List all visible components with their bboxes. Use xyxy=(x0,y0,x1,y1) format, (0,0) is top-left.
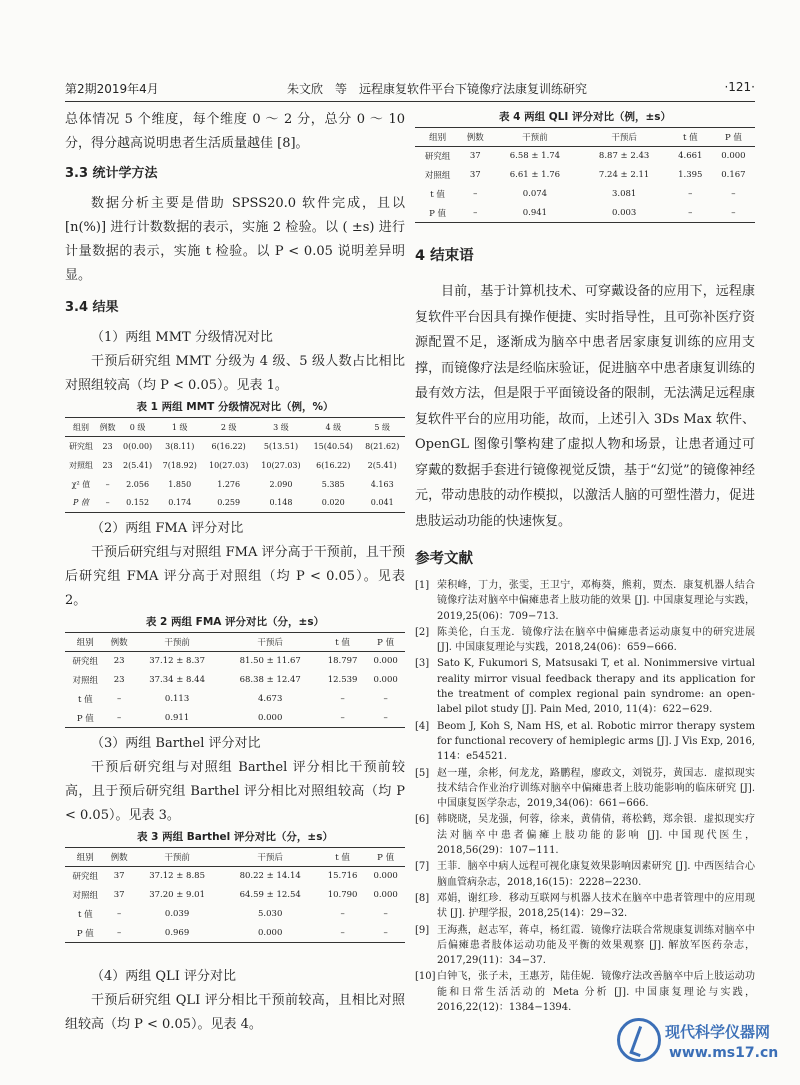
reference-number: [1] xyxy=(415,580,430,591)
table-header-cell: 组别 xyxy=(415,128,460,147)
reference-item xyxy=(415,766,755,812)
table-cell: χ² 值 xyxy=(71,479,91,489)
table-header-cell: 3 级 xyxy=(255,418,307,437)
reference-number: [5] xyxy=(415,767,430,779)
subheading-mmt: （1）两组 MMT 分级情况对比 xyxy=(91,330,273,345)
reference-item xyxy=(415,625,755,656)
conclusion-paragraph: 目前，基于计算机技术、可穿戴设备的应用下，远程康复软件平台因具有操作便捷、实时指导性，且可弥补医疗资源配置不足，逐渐成为脑卒中患者居家康复训练的应用支撑，而镜像疗法是经临床验证，促进脑卒中患者康复训练的最有效方法，但是限于平面镜设备的限制，无法满足远程康复软件平台的应用功能，故而，上述引入 3Ds Max 软件、OpenGL 图像引擎构建了虚拟人物和场景，让患者通过可穿戴的数据手套进行镜像视觉反馈，基于“幻觉”的镜像神经元，带动患肢的动作模拟，以激活人脑的可塑性潜力，促进患肢运动功能的快速恢复。 xyxy=(415,284,755,529)
table-cell: 0.911 xyxy=(133,709,222,728)
table-cell: 5.030 xyxy=(258,909,283,919)
table-cell: 10(27.03) xyxy=(261,460,301,470)
table-header-cell: 干预后 xyxy=(580,128,669,147)
reference-text: 韩晓晓，吴龙强，何蓉，徐来，黄倩倩，蒋松鹤，郑余银．虚拟现实疗法对脑卒中患者偏瘫上肢功能的影响 [J]. 中国现代医生，2018,56(29)：107−111. xyxy=(437,814,755,857)
table-header-cell: t 值 xyxy=(669,128,712,147)
table-cell: 2(5.41) xyxy=(367,460,397,470)
reference-item xyxy=(415,891,755,922)
table-cell: P 值 xyxy=(65,494,97,513)
table-header-cell: 0 级 xyxy=(118,418,157,437)
running-header xyxy=(65,80,755,100)
table-cell: – xyxy=(340,909,345,919)
intro-paragraph: 总体情况 5 个维度，每个维度 0 ～ 2 分，总分 0 ～ 10 分，得分越高说明患者生活质量越佳 [8]。 xyxy=(65,112,405,151)
table-cell: 0.167 xyxy=(721,170,746,180)
reference-number: [3] xyxy=(415,658,430,670)
table-cell: 6.61 ± 1.76 xyxy=(509,170,561,180)
table-cell: 37 xyxy=(113,871,125,882)
table-cell: – xyxy=(383,909,388,919)
table-header-cell: 例数 xyxy=(460,128,490,147)
table-cell: – xyxy=(106,924,133,943)
table-header-cell: 组别 xyxy=(65,633,106,652)
reference-item xyxy=(415,656,755,717)
reference-text: Beom J, Koh S, Nam HS, et al. Robotic mirror therapy system for functional recovery of hemiplegic arms [J]. J Vis Exp, 2016, 114：e54521. xyxy=(437,720,755,763)
table-cell: – xyxy=(669,204,712,223)
reference-text: 白钟飞，张子未，王惠芳，陆佳妮．镜像疗法改善脑卒中后上肢运动功能和日常生活活动的 Meta 分析 [J]. 中国康复理论与实践，2016,22(12)：1384−1394. xyxy=(437,971,755,1014)
table-cell: 对照组 xyxy=(72,891,99,901)
table-cell: 对照组 xyxy=(72,676,99,686)
table-cell: 4.673 xyxy=(258,694,283,704)
table-cell: 0.000 xyxy=(373,890,398,900)
reference-item xyxy=(415,812,755,858)
table-cell: – xyxy=(117,909,122,919)
table-row xyxy=(415,147,755,166)
table-cell: 4.661 xyxy=(678,151,703,162)
table-cell: 10.790 xyxy=(327,890,358,900)
table-row xyxy=(415,166,755,185)
table-cell: 37 xyxy=(469,170,481,180)
stats-method-paragraph: 数据分析主要是借助 SPSS20.0 软件完成，且以 [n(%)] 进行计数数据的表示，实施 2 检验。以 ( ±s) 进行计量数据的表示，实施 t 检验。以 P < 0.05 说明差异明显。 xyxy=(65,196,405,283)
table-header-cell: P 值 xyxy=(366,633,405,652)
table-cell: 3.081 xyxy=(611,189,637,199)
table-cell: – xyxy=(117,694,122,704)
reference-text: 陈美伦，白玉龙．镜像疗法在脑卒中偏瘫患者运动康复中的研究进展 [J]. 中国康复理论与实践，2018,24(06)：659−666. xyxy=(437,626,755,654)
table-cell: P 值 xyxy=(415,204,460,223)
table-cell: 2.056 xyxy=(126,479,150,489)
table-header-cell: t 值 xyxy=(319,848,366,867)
table-cell: t 值 xyxy=(77,695,93,705)
table-cell: 1.276 xyxy=(217,479,241,489)
table-header-cell: P 值 xyxy=(366,848,405,867)
table-2-header-row xyxy=(65,633,405,652)
references-heading: 参考文献 xyxy=(415,551,473,567)
table-1 xyxy=(65,417,405,513)
table-cell: 68.38 ± 12.47 xyxy=(239,675,301,685)
table-4-caption: 表 4 两组 QLI 评分对比（例，±s） xyxy=(499,111,671,123)
table-cell: – xyxy=(319,924,366,943)
table-cell: 5.385 xyxy=(321,479,345,489)
table-cell: 0.000 xyxy=(221,924,318,943)
section-4-heading: 4 结束语 xyxy=(415,248,474,264)
table-row xyxy=(65,905,405,924)
table-cell: 0.003 xyxy=(580,204,669,223)
table-cell: 23 xyxy=(113,675,125,685)
table-3-header-row xyxy=(65,848,405,867)
table-cell: 6(16.22) xyxy=(211,441,246,451)
table-cell: 6(16.22) xyxy=(316,460,351,470)
table-cell: 0.000 xyxy=(373,656,398,667)
table-header-cell: 1 级 xyxy=(157,418,203,437)
table-cell: – xyxy=(105,479,110,489)
magnifier-logo-icon xyxy=(617,1018,661,1062)
table-cell: 0.000 xyxy=(373,871,398,882)
table-cell: 80.22 ± 14.14 xyxy=(239,871,301,882)
table-cell: 5(13.51) xyxy=(263,441,299,451)
table-cell: 0.000 xyxy=(721,151,746,162)
header-rule xyxy=(65,101,755,102)
table-cell: 研究组 xyxy=(424,152,451,163)
table-header-cell: 例数 xyxy=(106,848,133,867)
table-row xyxy=(65,437,405,456)
reference-number: [6] xyxy=(415,814,430,826)
table-row xyxy=(65,494,405,513)
table-header-cell: 5 级 xyxy=(359,418,405,437)
table-cell: 研究组 xyxy=(72,657,99,668)
running-title: 朱文欣 等 远程康复软件平台下镜像疗法康复训练研究 xyxy=(287,82,588,96)
reference-number: [4] xyxy=(415,720,430,732)
table-cell: – xyxy=(688,189,693,199)
table-cell: 0.152 xyxy=(118,494,157,513)
table-row xyxy=(65,475,405,494)
page-number: ·121· xyxy=(724,80,755,94)
table-header-cell: 干预前 xyxy=(490,128,579,147)
table-cell: 12.539 xyxy=(327,675,358,685)
table-cell: 6.58 ± 1.74 xyxy=(509,151,561,162)
table-header-cell: P 值 xyxy=(712,128,755,147)
table-header-cell: 组别 xyxy=(65,418,97,437)
table-header-cell: 例数 xyxy=(106,633,133,652)
table-cell: – xyxy=(106,709,133,728)
table-header-cell: 4 级 xyxy=(307,418,359,437)
table-cell: 对照组 xyxy=(424,171,451,181)
subheading-barthel: （3）两组 Barthel 评分对比 xyxy=(91,736,261,751)
watermark-site-url: www.ms17.cn xyxy=(669,1045,779,1061)
table-cell: 23 xyxy=(113,656,125,667)
table-cell: – xyxy=(383,694,388,704)
table-cell: – xyxy=(731,189,736,199)
table-cell: 8(21.62) xyxy=(365,441,400,451)
table-cell: t 值 xyxy=(77,910,93,920)
table-cell: 37.34 ± 8.44 xyxy=(149,675,205,685)
mmt-paragraph: 干预后研究组 MMT 分级为 4 级、5 级人数占比相比对照组较高（均 P < 0.05）。见表 1。 xyxy=(65,354,405,393)
table-1-header-row xyxy=(65,418,405,437)
table-cell: 15.716 xyxy=(327,871,358,882)
table-cell: 0.113 xyxy=(164,694,190,704)
table-row xyxy=(415,204,755,223)
table-cell: – xyxy=(366,924,405,943)
table-cell: 0.039 xyxy=(164,909,190,919)
fma-paragraph: 干预后研究组与对照组 FMA 评分高于干预前，且干预后研究组 FMA 评分高于对照组（均 P < 0.05）。见表 2。 xyxy=(65,545,405,608)
site-watermark xyxy=(617,1015,792,1077)
table-cell: 0.000 xyxy=(221,709,318,728)
section-3-4-heading: 3.4 结果 xyxy=(65,300,119,315)
table-row xyxy=(65,652,405,671)
table-cell: – xyxy=(319,709,366,728)
reference-item xyxy=(415,719,755,765)
table-2-caption: 表 2 两组 FMA 评分对比（分，±s） xyxy=(145,616,325,628)
table-row xyxy=(65,709,405,728)
table-cell: 81.50 ± 11.67 xyxy=(239,656,301,667)
table-cell: – xyxy=(473,189,478,199)
table-cell: 10(27.03) xyxy=(209,460,249,470)
table-header-cell: 干预前 xyxy=(133,848,222,867)
table-1-caption: 表 1 两组 MMT 分级情况对比（例，%） xyxy=(136,401,334,413)
table-cell: 7(18.92) xyxy=(162,460,197,470)
reference-list xyxy=(415,578,755,1015)
table-header-cell: 2 级 xyxy=(203,418,255,437)
reference-text: 王菲．脑卒中病人远程可视化康复效果影响因素研究 [J]. 中西医结合心脑血管病杂志，2018,16(15)：2228−2230. xyxy=(437,861,755,888)
barthel-paragraph: 干预后研究组与对照组 Barthel 评分相比干预前较高，且于预后研究组 Barthel 评分相比对照组较高（均 P < 0.05）。见表 3。 xyxy=(65,760,405,823)
left-column xyxy=(65,108,405,1037)
qli-paragraph: 干预后研究组 QLI 评分相比干预前较高，且相比对照组较高（均 P < 0.05）。见表 4。 xyxy=(65,993,405,1032)
table-cell: 8.87 ± 2.43 xyxy=(598,151,650,162)
reference-text: 王海燕，赵志军，蒋卓，杨红霞．镜像疗法联合常规康复训练对脑卒中后偏瘫患者肢体运动功能及平衡的效果观察 [J]. 解放军医药杂志，2017,29(11)：34−37. xyxy=(437,924,755,967)
reference-number: [8] xyxy=(415,892,430,904)
reference-number: [10] xyxy=(415,971,436,983)
table-cell: 0.259 xyxy=(203,494,255,513)
table-cell: – xyxy=(460,204,490,223)
table-4-header-row xyxy=(415,128,755,147)
table-header-cell: 干预后 xyxy=(221,633,318,652)
reference-number: [7] xyxy=(415,861,430,873)
reference-item xyxy=(415,923,755,969)
table-cell: P 值 xyxy=(65,924,106,943)
table-3 xyxy=(65,847,405,943)
table-cell: 37 xyxy=(113,890,125,900)
reference-item xyxy=(415,578,755,624)
table-cell: 2(5.41) xyxy=(123,460,153,470)
table-row xyxy=(65,456,405,475)
table-cell: – xyxy=(366,709,405,728)
table-cell: – xyxy=(712,204,755,223)
table-header-cell: 干预后 xyxy=(221,848,318,867)
reference-text: 赵一瑾，余彬，何龙龙，路鹏程，廖政文，刘锐芬，黄国志．虚拟现实技术结合作业治疗训练对脑卒中偏瘫患者上肢功能影响的临床研究 [J]. 中国康复医学杂志，2019,34(06)：661−666. xyxy=(437,767,755,810)
table-row xyxy=(65,886,405,905)
table-cell: 64.59 ± 12.54 xyxy=(239,890,301,900)
table-cell: 0.148 xyxy=(255,494,307,513)
table-cell: 2.090 xyxy=(269,479,293,489)
table-cell: 23 xyxy=(102,460,113,470)
table-3-caption: 表 3 两组 Barthel 评分对比（分，±s） xyxy=(137,831,333,843)
table-cell: 0.174 xyxy=(157,494,203,513)
table-cell: 4.163 xyxy=(370,479,394,489)
table-4 xyxy=(415,127,755,223)
table-header-cell: 干预前 xyxy=(133,633,222,652)
table-2 xyxy=(65,632,405,728)
table-cell: 研究组 xyxy=(72,872,99,883)
table-header-cell: 例数 xyxy=(97,418,118,437)
watermark-site-name: 现代科学仪器网 xyxy=(665,1023,771,1041)
table-cell: 对照组 xyxy=(68,460,93,470)
table-cell: 37.12 ± 8.37 xyxy=(149,656,205,667)
table-cell: 1.395 xyxy=(678,170,703,180)
subheading-qli: （4）两组 QLI 评分对比 xyxy=(91,969,236,984)
subheading-fma: （2）两组 FMA 评分对比 xyxy=(91,521,244,536)
table-cell: – xyxy=(340,694,345,704)
table-row xyxy=(65,671,405,690)
table-cell: 7.24 ± 2.11 xyxy=(598,170,650,180)
table-header-cell: 组别 xyxy=(65,848,106,867)
table-cell: 0.041 xyxy=(359,494,405,513)
table-cell: – xyxy=(97,494,118,513)
table-row xyxy=(65,690,405,709)
table-cell: 18.797 xyxy=(327,656,358,667)
table-cell: 1.850 xyxy=(168,479,192,489)
table-cell: 37.20 ± 9.01 xyxy=(149,890,205,900)
table-cell: 0.074 xyxy=(522,189,548,199)
table-cell: 15(40.54) xyxy=(313,441,353,451)
reference-item xyxy=(415,859,755,890)
table-cell: 0.941 xyxy=(490,204,579,223)
table-row xyxy=(415,185,755,204)
table-cell: 0.020 xyxy=(307,494,359,513)
table-cell: P 值 xyxy=(65,709,106,728)
table-cell: 0.000 xyxy=(373,675,398,685)
reference-text: Sato K, Fukumori S, Matsusaki T, et al. Nonimmersive virtual reality mirror visual feedback therapy and its application for the treatment of complex regional pain syndrome: an open-label pilot study [J]. Pain Med, 2010, 11(4)：622−629. xyxy=(437,658,755,716)
table-cell: 0(0.00) xyxy=(123,441,153,451)
table-cell: 37 xyxy=(469,151,481,162)
reference-number: [9] xyxy=(415,924,430,936)
issue-date: 第2期2019年4月 xyxy=(65,82,159,96)
table-row xyxy=(65,867,405,886)
reference-number: [2] xyxy=(415,626,430,638)
table-row xyxy=(65,924,405,943)
table-cell: 研究组 xyxy=(68,441,93,451)
right-column xyxy=(415,108,755,1016)
reference-text: 荣积峰，丁力，张雯，王卫宁，邓梅葵，熊莉，贾杰．康复机器人结合镜像疗法对脑卒中偏瘫患者上肢功能的效果 [J]. 中国康复理论与实践，2019,25(06)：709−713. xyxy=(437,580,755,622)
reference-item xyxy=(415,969,755,1015)
table-header-cell: t 值 xyxy=(319,633,366,652)
section-3-3-heading: 3.3 统计学方法 xyxy=(65,166,158,181)
table-cell: 23 xyxy=(102,441,113,451)
table-cell: 37.12 ± 8.85 xyxy=(149,871,205,882)
table-cell: 3(8.11) xyxy=(165,441,195,451)
table-cell: 0.969 xyxy=(133,924,222,943)
reference-text: 邓娟，谢红珍．移动互联网与机器人技术在脑卒中患者管理中的应用现状 [J]. 护理学报，2018,25(14)：29−32. xyxy=(437,892,755,920)
table-cell: t 值 xyxy=(430,190,445,200)
